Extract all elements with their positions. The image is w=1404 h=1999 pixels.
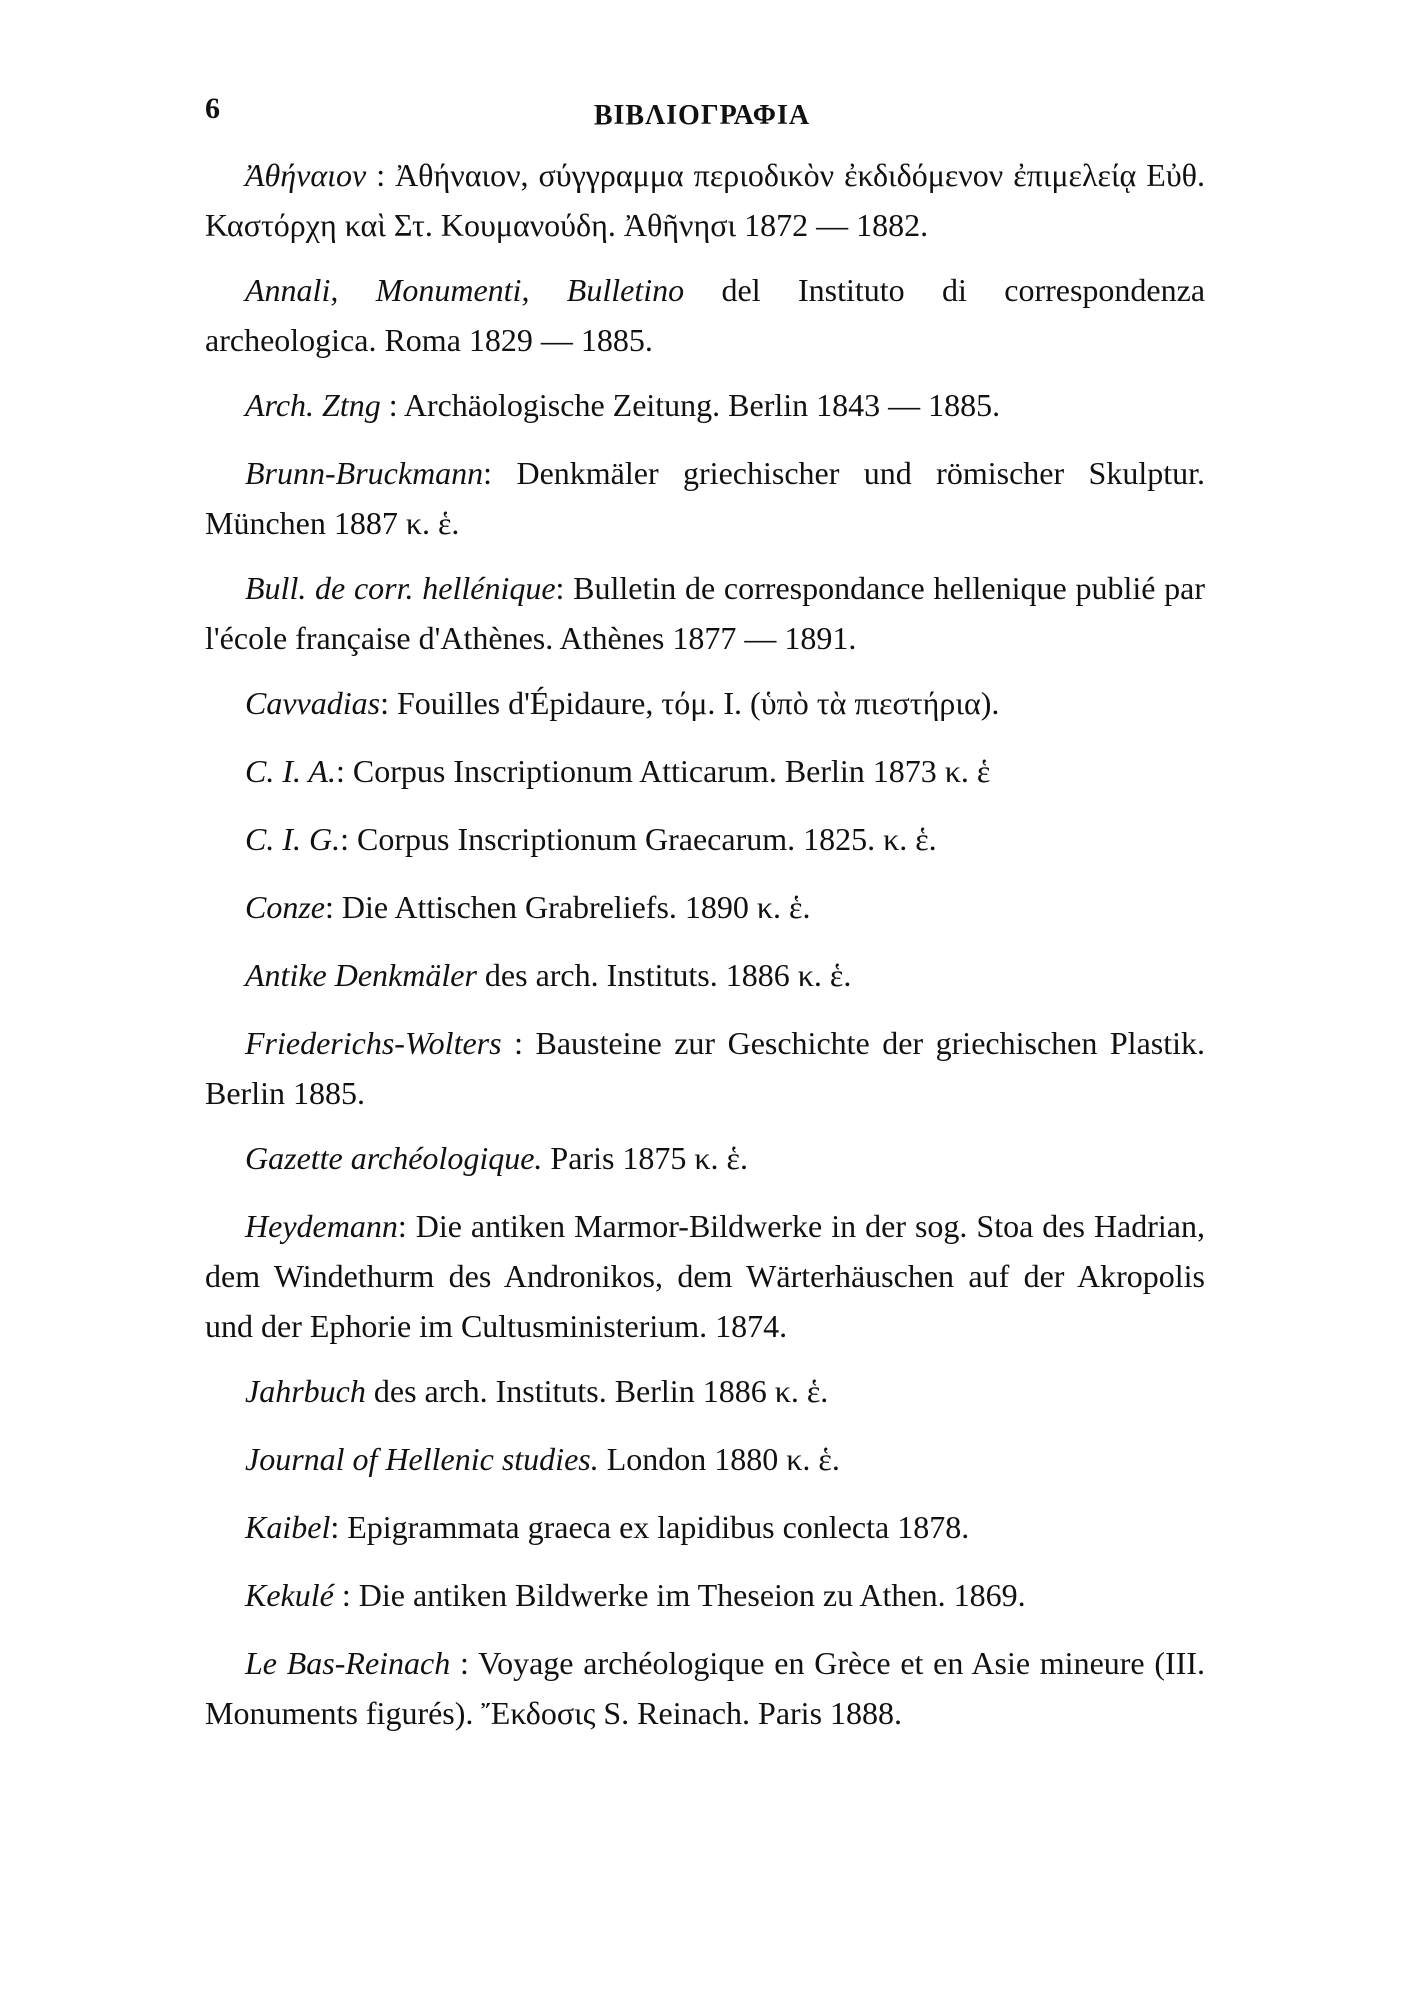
bibliography-entry xyxy=(205,265,1205,365)
entry-separator: : xyxy=(397,1208,416,1244)
bibliography-entry xyxy=(205,814,1205,864)
bibliography-entry xyxy=(205,563,1205,663)
entry-text: Die Attischen Grabreliefs. 1890 κ. ἑ. xyxy=(341,889,811,925)
entry-abbreviation: Gazette archéologique. xyxy=(245,1140,543,1176)
bibliography-entry xyxy=(205,1638,1205,1738)
entry-text: Bulletin de correspondance hellenique publié par l'école française d'Athènes. Athènes 1877 — 1891. xyxy=(205,570,1206,656)
entry-separator: : xyxy=(380,685,397,721)
entry-abbreviation: Kekulé xyxy=(245,1577,334,1613)
entry-text: Archäologische Zeitung. Berlin 1843 — 1885. xyxy=(403,387,1001,423)
entry-abbreviation: Jahrbuch xyxy=(245,1373,366,1409)
entry-separator: : xyxy=(366,157,396,193)
entry-separator: : xyxy=(325,889,342,925)
entry-text: Corpus Inscriptionum Graecarum. 1825. κ. ἑ. xyxy=(357,821,937,857)
page-number: 6 xyxy=(205,92,220,125)
entry-abbreviation: Brunn-Bruckmann xyxy=(245,455,484,491)
entry-abbreviation: Cavvadias xyxy=(245,685,381,721)
entry-text: Epigrammata graeca ex lapidibus conlecta 1878. xyxy=(347,1509,970,1545)
entry-separator: : xyxy=(330,1509,348,1545)
bibliography-list xyxy=(205,150,1205,1753)
running-head: ΒΙΒΛΙΟΓΡΑΦΙΑ xyxy=(593,100,811,131)
entry-text: Die antiken Bildwerke im Theseion zu Athen. 1869. xyxy=(358,1577,1026,1613)
entry-abbreviation: Heydemann xyxy=(245,1208,398,1244)
entry-text: des arch. Instituts. 1886 κ. ἑ. xyxy=(484,957,852,993)
bibliography-entry xyxy=(205,950,1205,1000)
entry-text: del Instituto di correspondenza archeologica. Roma 1829 — 1885. xyxy=(205,272,1206,358)
entry-text: Corpus Inscriptionum Atticarum. Berlin 1873 κ. ἑ xyxy=(352,753,991,789)
bibliography-entry xyxy=(205,380,1205,430)
entry-abbreviation: Le Bas-Reinach xyxy=(245,1645,451,1681)
bibliography-entry xyxy=(205,678,1205,728)
entry-separator xyxy=(366,1373,374,1409)
entry-abbreviation: Friederichs-Wolters xyxy=(245,1025,502,1061)
entry-abbreviation: Conze xyxy=(245,889,325,925)
entry-text: des arch. Instituts. Berlin 1886 κ. ἑ. xyxy=(373,1373,829,1409)
entry-separator: : xyxy=(380,387,404,423)
entry-separator: : xyxy=(333,1577,359,1613)
entry-abbreviation: Antike Denkmäler xyxy=(245,957,477,993)
bibliography-entry xyxy=(205,1201,1205,1351)
entry-abbreviation: C. I. A. xyxy=(245,753,336,789)
entry-text: Fouilles d'Épidaure, τόμ. I. (ὑπὸ τὰ πιεστήρια). xyxy=(396,685,1000,721)
bibliography-entry xyxy=(205,150,1205,250)
entry-separator: : xyxy=(483,455,517,491)
entry-abbreviation: Journal of Hellenic studies. xyxy=(245,1441,599,1477)
bibliography-entry xyxy=(205,1434,1205,1484)
entry-text: London 1880 κ. ἑ. xyxy=(606,1441,840,1477)
bibliography-entry xyxy=(205,746,1205,796)
bibliography-entry xyxy=(205,1018,1205,1118)
entry-abbreviation: Arch. Ztng xyxy=(245,387,381,423)
entry-abbreviation: Annali, Monumenti, Bulletino xyxy=(245,272,685,308)
bibliography-entry xyxy=(205,448,1205,548)
bibliography-entry xyxy=(205,1366,1205,1416)
entry-abbreviation: C. I. G. xyxy=(245,821,341,857)
entry-separator xyxy=(684,272,721,308)
entry-separator: : xyxy=(335,753,353,789)
entry-text: Paris 1875 κ. ἑ. xyxy=(550,1140,748,1176)
entry-text: Denkmäler griechischer und römischer Skulptur. München 1887 κ. ἑ. xyxy=(205,455,1206,541)
entry-text: Die antiken Marmor-Bildwerke in der sog. Stoa des Hadrian, dem Windethurm des Andronikos, dem Wärterhäuschen auf der Akropolis und der Ephorie im Cultusministerium. 1874. xyxy=(205,1208,1206,1344)
entry-text: Bausteine zur Geschichte der griechischen Plastik. Berlin 1885. xyxy=(205,1025,1206,1111)
bibliography-entry xyxy=(205,1502,1205,1552)
entry-separator: : xyxy=(340,821,357,857)
entry-separator xyxy=(599,1441,607,1477)
bibliography-entry xyxy=(205,1133,1205,1183)
entry-separator xyxy=(477,957,485,993)
entry-abbreviation: Ἀθήναιον xyxy=(245,157,367,193)
entry-separator: : xyxy=(555,570,574,606)
entry-abbreviation: Kaibel xyxy=(245,1509,331,1545)
entry-abbreviation: Bull. de corr. hellénique xyxy=(245,570,556,606)
entry-text: Ἀθήναιον, σύγγραμμα περιοδικὸν ἐκδιδόμενον ἐπιμελείᾳ Εὐθ. Καστόρχη καὶ Στ. Κουμανούδη. Ἀθῆνησι 1872 — 1882. xyxy=(205,157,1206,243)
entry-separator: : xyxy=(501,1025,536,1061)
entry-separator: : xyxy=(450,1645,479,1681)
bibliography-entry xyxy=(205,1570,1205,1620)
entry-text: Voyage archéologique en Grèce et en Asie mineure (III. Monuments figurés). Ἔκδοσις S. Reinach. Paris 1888. xyxy=(205,1645,1206,1731)
bibliography-entry xyxy=(205,882,1205,932)
